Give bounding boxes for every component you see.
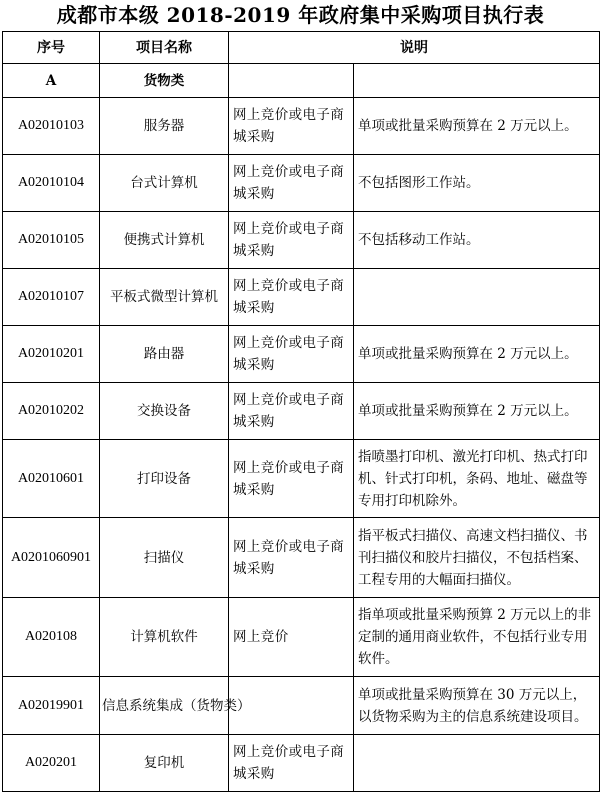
procurement-method: 网上竞价或电子商城采购 xyxy=(229,518,354,598)
procurement-method: 网上竞价或电子商城采购 xyxy=(229,735,354,792)
procurement-method: 网上竞价或电子商城采购 xyxy=(229,383,354,440)
item-note: 指平板式扫描仪、高速文档扫描仪、书刊扫描仪和胶片扫描仪，不包括档案、工程专用的大幅面扫描仪。 xyxy=(354,518,600,598)
item-name: 复印机 xyxy=(100,735,229,792)
item-name: 计算机软件 xyxy=(100,598,229,677)
item-note xyxy=(354,735,600,792)
item-note: 单项或批量采购预算在 2 万元以上。 xyxy=(354,326,600,383)
procurement-method: 网上竞价或电子商城采购 xyxy=(229,155,354,212)
item-note: 单项或批量采购预算在 2 万元以上。 xyxy=(354,383,600,440)
item-note: 单项或批量采购预算在 2 万元以上。 xyxy=(354,98,600,155)
item-code: A0201060901 xyxy=(3,518,100,598)
table-row xyxy=(3,98,600,155)
item-note: 不包括移动工作站。 xyxy=(354,212,600,269)
item-note xyxy=(354,269,600,326)
procurement-method: 网上竞价或电子商城采购 xyxy=(229,269,354,326)
category-method-cell xyxy=(229,64,354,98)
table-row xyxy=(3,735,600,792)
item-note: 单项或批量采购预算在 30 万元以上，以货物采购为主的信息系统建设项目。 xyxy=(354,677,600,735)
item-name: 便携式计算机 xyxy=(100,212,229,269)
page-title: 成都市本级 2018-2019 年政府集中采购项目执行表 xyxy=(56,3,545,27)
item-name: 台式计算机 xyxy=(100,155,229,212)
procurement-method: 网上竞价或电子商城采购 xyxy=(229,326,354,383)
table-row xyxy=(3,598,600,677)
item-code: A02010103 xyxy=(3,98,100,155)
item-name: 平板式微型计算机 xyxy=(100,269,229,326)
table-row xyxy=(3,677,600,735)
item-note: 指喷墨打印机、激光打印机、热式打印机、针式打印机，条码、地址、磁盘等专用打印机除外。 xyxy=(354,440,600,518)
item-code: A02010105 xyxy=(3,212,100,269)
header-name: 项目名称 xyxy=(100,32,229,64)
table-row xyxy=(3,440,600,518)
header-seq: 序号 xyxy=(3,32,100,64)
item-name: 打印设备 xyxy=(100,440,229,518)
header-desc: 说明 xyxy=(229,32,600,64)
item-code: A02010201 xyxy=(3,326,100,383)
item-code: A02010107 xyxy=(3,269,100,326)
category-name: 货物类 xyxy=(100,64,229,98)
procurement-method: 网上竞价或电子商城采购 xyxy=(229,98,354,155)
item-code: A02010104 xyxy=(3,155,100,212)
table-row xyxy=(3,212,600,269)
procurement-method: 网上竞价或电子商城采购 xyxy=(229,212,354,269)
item-code: A02019901 xyxy=(3,677,100,735)
category-note-cell xyxy=(354,64,600,98)
item-name: 信息系统集成（货物类） xyxy=(100,677,229,735)
category-code: A xyxy=(3,64,100,98)
item-name: 扫描仪 xyxy=(100,518,229,598)
table-row xyxy=(3,326,600,383)
table-row xyxy=(3,518,600,598)
procurement-table xyxy=(2,31,600,792)
item-name: 路由器 xyxy=(100,326,229,383)
item-code: A020201 xyxy=(3,735,100,792)
procurement-method: 网上竞价或电子商城采购 xyxy=(229,440,354,518)
table-row xyxy=(3,155,600,212)
item-code: A020108 xyxy=(3,598,100,677)
item-name: 服务器 xyxy=(100,98,229,155)
item-note: 不包括图形工作站。 xyxy=(354,155,600,212)
item-name: 交换设备 xyxy=(100,383,229,440)
category-row xyxy=(3,64,600,98)
header-row xyxy=(3,32,600,64)
table-row xyxy=(3,269,600,326)
item-code: A02010601 xyxy=(3,440,100,518)
procurement-method: 网上竞价 xyxy=(229,598,354,677)
table-row xyxy=(3,383,600,440)
item-note: 指单项或批量采购预算 2 万元以上的非定制的通用商业软件，不包括行业专用软件。 xyxy=(354,598,600,677)
item-code: A02010202 xyxy=(3,383,100,440)
